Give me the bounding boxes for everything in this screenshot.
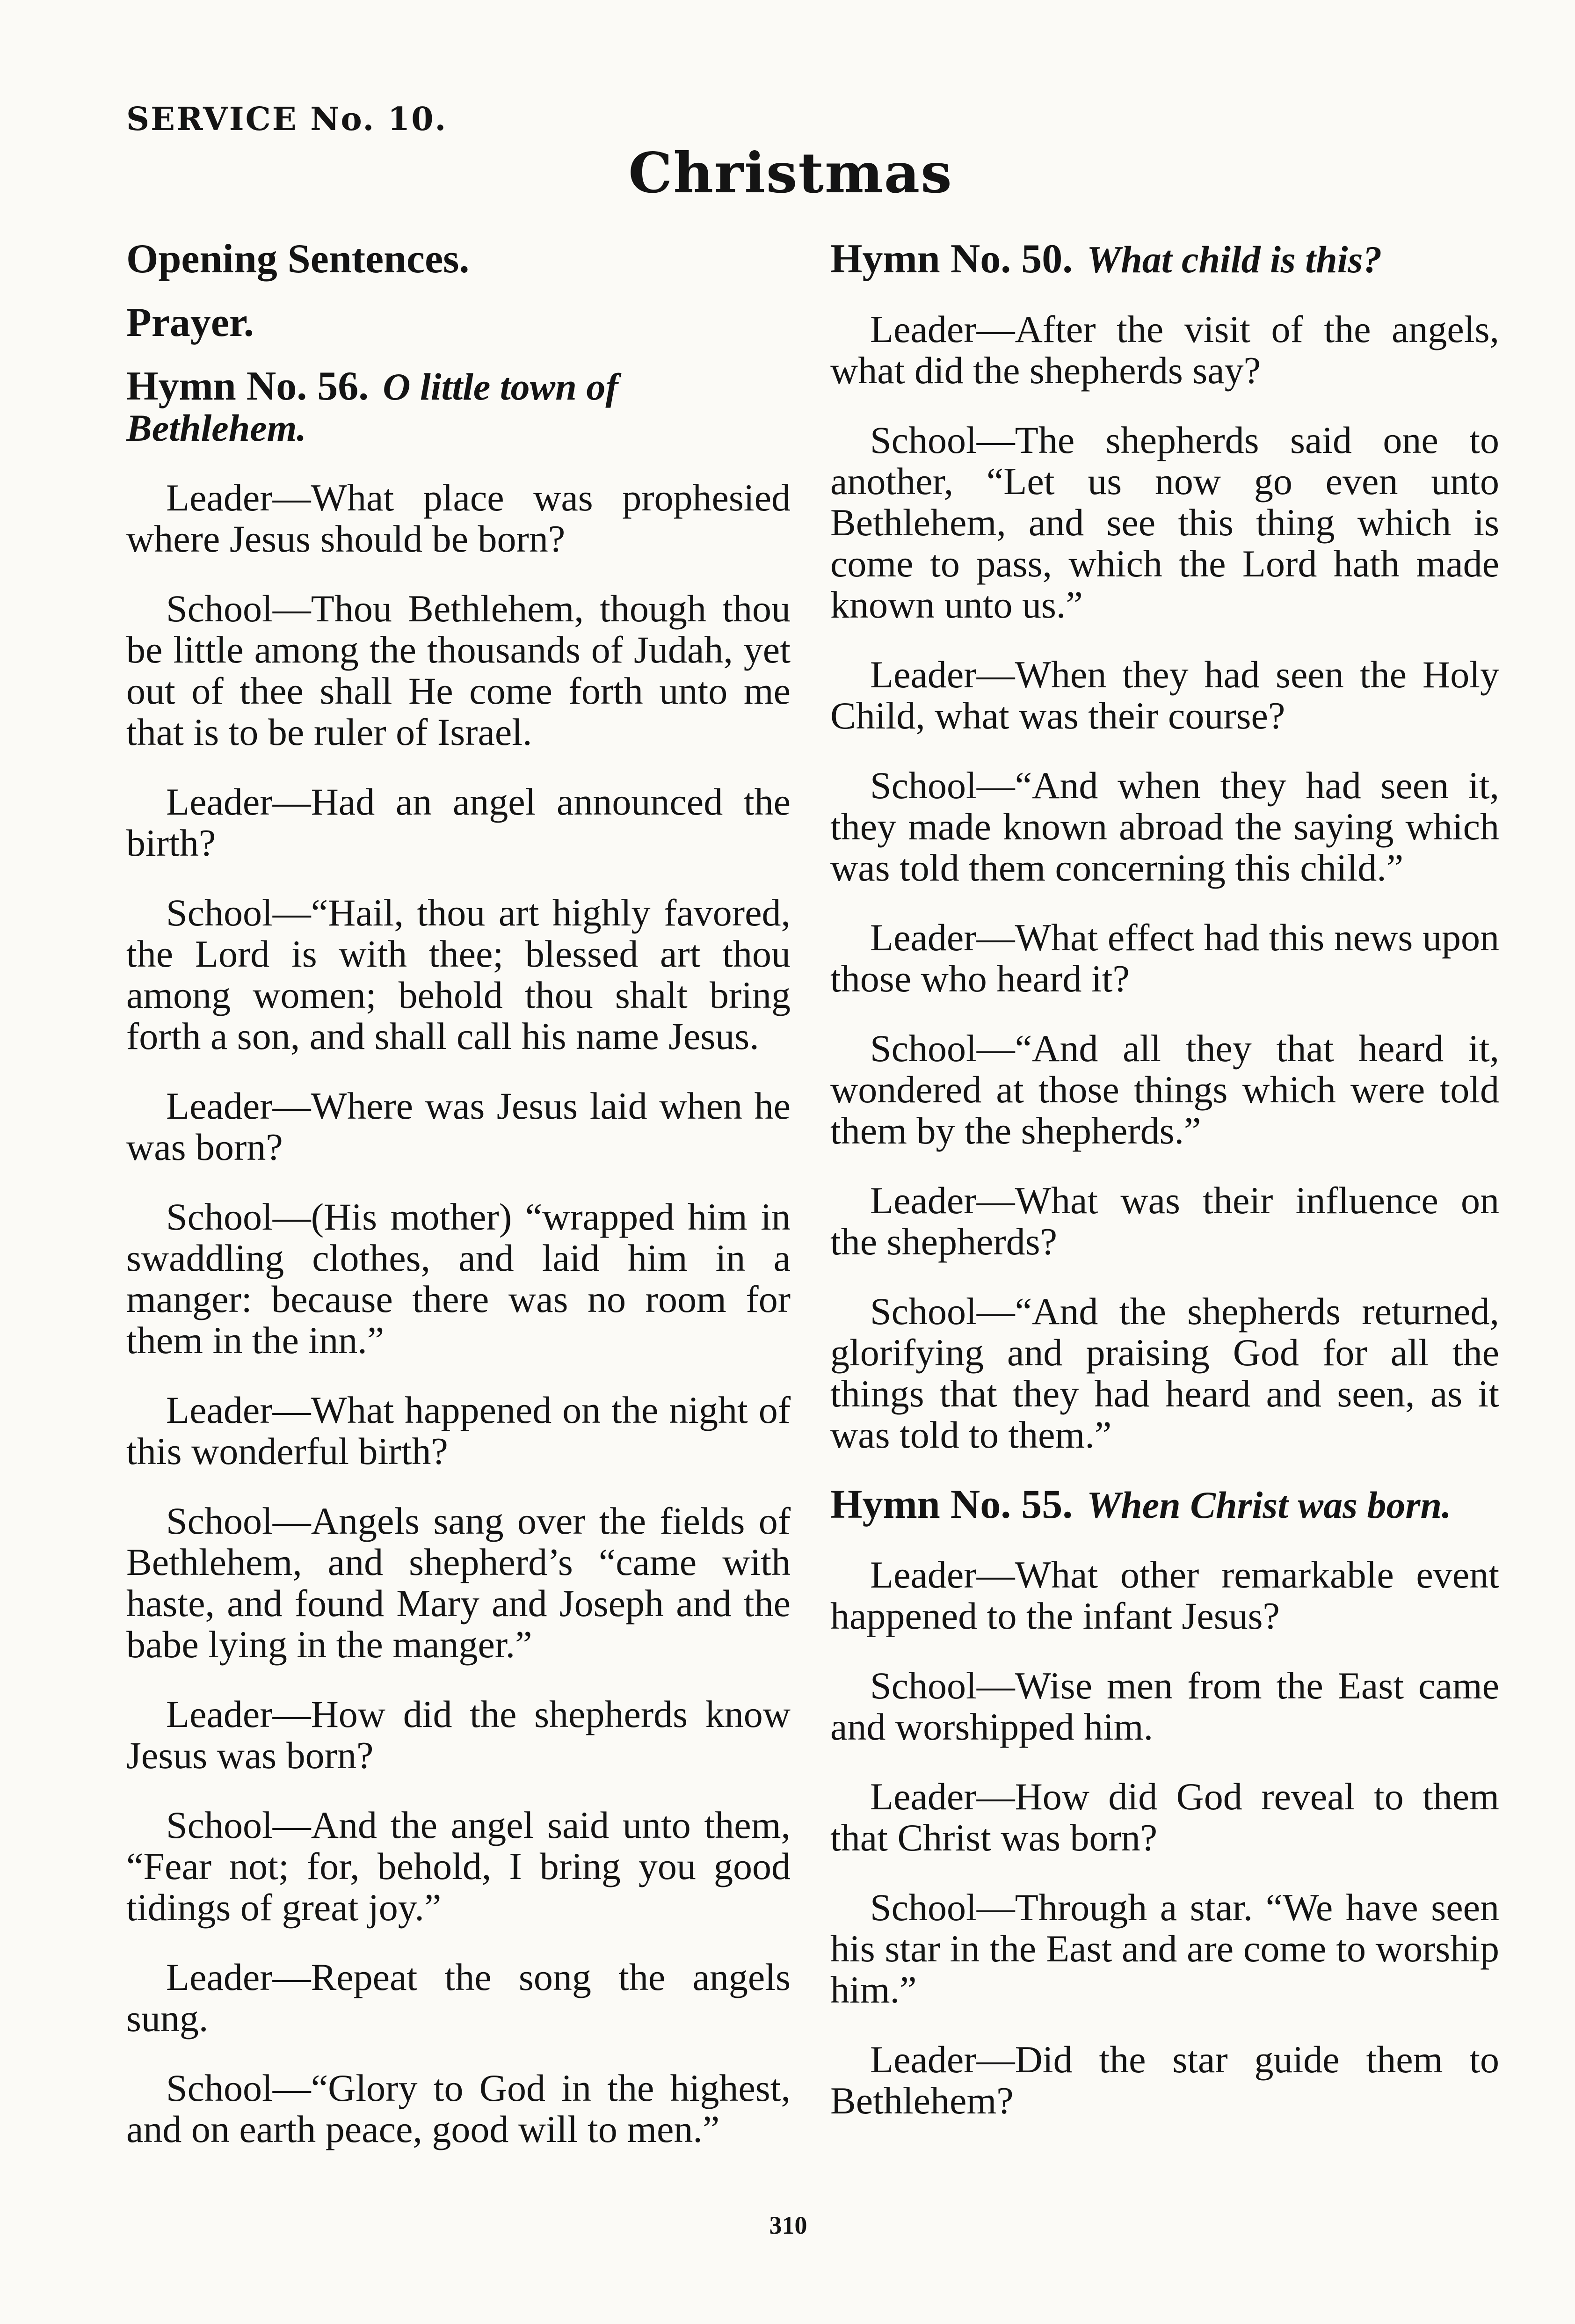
paragraph: Leader—When they had seen the Holy Child, what was their course?	[830, 653, 1499, 737]
paragraph: Leader—What place was prophesied where Jesus should be born?	[126, 476, 791, 560]
paragraph: Leader—Did the star guide them to Bethlehem?	[830, 2038, 1499, 2122]
paragraph: Leader—How did the shepherds know Jesus was born?	[126, 1693, 791, 1777]
paragraph: Leader—What effect had this news upon those who heard it?	[830, 916, 1499, 1000]
hymn-number: Hymn No. 56.	[126, 364, 369, 409]
page-number: 310	[769, 2211, 807, 2239]
hymn-number: Hymn No. 55.	[830, 1482, 1073, 1527]
paragraph: School—Wise men from the East came and worshipped him.	[830, 1664, 1499, 1748]
hymn-title: When Christ was born.	[1087, 1484, 1452, 1526]
paragraph: School—Thou Bethlehem, though thou be little among the thousands of Judah, yet out of thee shall He come forth unto me that is to be ruler of Israel.	[126, 587, 791, 753]
paragraph: School—“And the shepherds returned, glorifying and praising God for all the things that they had heard and seen, as it was told to them.”	[830, 1290, 1499, 1456]
page-title: Christmas	[628, 140, 953, 205]
paragraph: School—And the angel said unto them, “Fear not; for, behold, I bring you good tidings of great joy.”	[126, 1804, 791, 1929]
paragraph: School—“And when they had seen it, they made known abroad the saying which was told them concerning this child.”	[830, 764, 1499, 889]
hymn-number: Hymn No. 50.	[830, 236, 1073, 282]
hymn-title: What child is this?	[1087, 238, 1382, 281]
right-column	[830, 236, 1499, 2150]
opening-sentences-heading: Opening Sentences.	[126, 236, 470, 282]
paragraph: Leader—What was their influence on the shepherds?	[830, 1179, 1499, 1263]
paragraph: School—(His mother) “wrapped him in swaddling clothes, and laid him in a manger: because there was no room for them in the inn.”	[126, 1195, 791, 1362]
paragraph: School—Through a star. “We have seen his star in the East and are come to worship him.”	[830, 1886, 1499, 2011]
service-number: SERVICE No. 10.	[126, 101, 448, 138]
prayer-heading: Prayer.	[126, 300, 254, 345]
paragraph: Leader—After the visit of the angels, what did the shepherds say?	[830, 308, 1499, 392]
paragraph: Leader—Where was Jesus laid when he was born?	[126, 1085, 791, 1168]
paragraph: Leader—Had an angel announced the birth?	[126, 780, 791, 864]
paragraph: Leader—What other remarkable event happened to the infant Jesus?	[830, 1553, 1499, 1637]
paragraph: School—Angels sang over the fields of Bethlehem, and shepherd’s “came with haste, and found Mary and Joseph and the babe lying in the manger.”	[126, 1500, 791, 1666]
hymn-heading	[830, 1484, 1499, 1526]
paragraph: Leader—How did God reveal to them that Christ was born?	[830, 1775, 1499, 1859]
hymn-heading	[830, 236, 1499, 282]
paragraph: School—“Glory to God in the highest, and on earth peace, good will to men.”	[126, 2067, 791, 2150]
paragraph: Leader—What happened on the night of this wonderful birth?	[126, 1389, 791, 1472]
paragraph: School—The shepherds said one to another, “Let us now go even unto Bethlehem, and see this thing which is come to pass, which the Lord hath made known unto us.”	[830, 419, 1499, 626]
left-column	[126, 236, 791, 2178]
paragraph: Leader—Repeat the song the angels sung.	[126, 1956, 791, 2040]
paragraph: School—“Hail, thou art highly favored, the Lord is with thee; blessed art thou among women; behold thou shalt bring forth a son, and shall call his name Jesus.	[126, 891, 791, 1057]
hymn-heading	[126, 366, 791, 449]
paragraph: School—“And all they that heard it, wondered at those things which were told them by the shepherds.”	[830, 1027, 1499, 1152]
hymn-title: O little town of Bethlehem.	[126, 365, 618, 449]
